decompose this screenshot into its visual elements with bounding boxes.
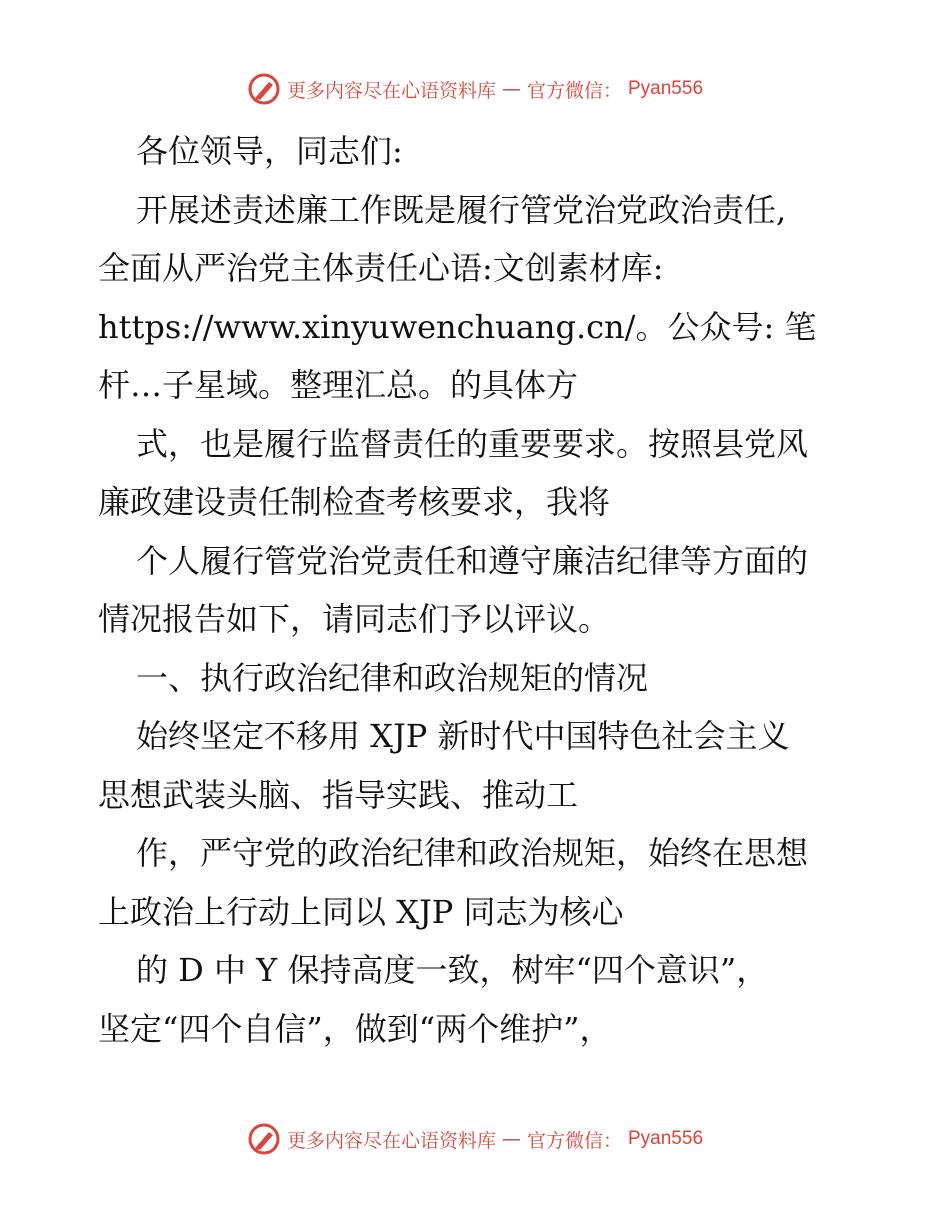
watermark-dash: — — [501, 1128, 521, 1150]
paragraph-line: https://www.xinyuwenchuang.cn/。公众号: 笔 — [98, 307, 817, 346]
paragraph-line: 的 D 中 Y 保持高度一致，树牢“四个意识”， — [136, 951, 769, 989]
paragraph-line: 上政治上行动上同以 XJP 同志为核心 — [98, 892, 624, 931]
paragraph-line: 廉政建设责任制检查考核要求，我将 — [98, 483, 611, 521]
paragraph-line: 式，也是履行监督责任的重要要求。按照县党风 — [136, 424, 809, 463]
paragraph-line: 坚定“四个自信”，做到“两个维护”， — [98, 1009, 612, 1048]
watermark-text: 更多内容尽在心语资料库 — [286, 1129, 496, 1152]
watermark-dash: — — [501, 78, 521, 100]
pen-logo-icon — [247, 1122, 281, 1156]
watermark-wechat-id: Pyan556 — [628, 1128, 704, 1149]
paragraph-line: 始终坚定不移用 XJP 新时代中国特色社会主义 — [136, 717, 790, 755]
pen-logo-icon — [247, 72, 281, 106]
header-watermark — [0, 72, 950, 106]
paragraph-line: 杆…子星域。整理汇总。的具体方 — [98, 366, 579, 404]
paragraph-line: 个人履行管党治党责任和遵守廉洁纪律等方面的 — [136, 541, 809, 580]
footer-watermark — [0, 1122, 950, 1156]
paragraph-line: 作，严守党的政治纪律和政治规矩，始终在思想 — [136, 834, 809, 872]
section-heading: 一、执行政治纪律和政治规矩的情况 — [136, 658, 649, 697]
watermark-wechat-label: 官方微信： — [526, 1129, 622, 1152]
paragraph-line: 全面从严治党主体责任心语:文创素材库: — [98, 249, 664, 287]
salutation: 各位领导，同志们: — [136, 132, 403, 170]
paragraph-line: 开展述责述廉工作既是履行管党治党政治责任, — [136, 190, 787, 229]
paragraph-line: 思想武装头脑、指导实践、推动工 — [98, 775, 579, 814]
document-body — [98, 122, 858, 1058]
paragraph-line: 情况报告如下，请同志们予以评议。 — [98, 600, 611, 638]
watermark-text: 更多内容尽在心语资料库 — [286, 79, 496, 102]
watermark-wechat-label: 官方微信： — [526, 79, 622, 102]
watermark-wechat-id: Pyan556 — [628, 78, 704, 99]
